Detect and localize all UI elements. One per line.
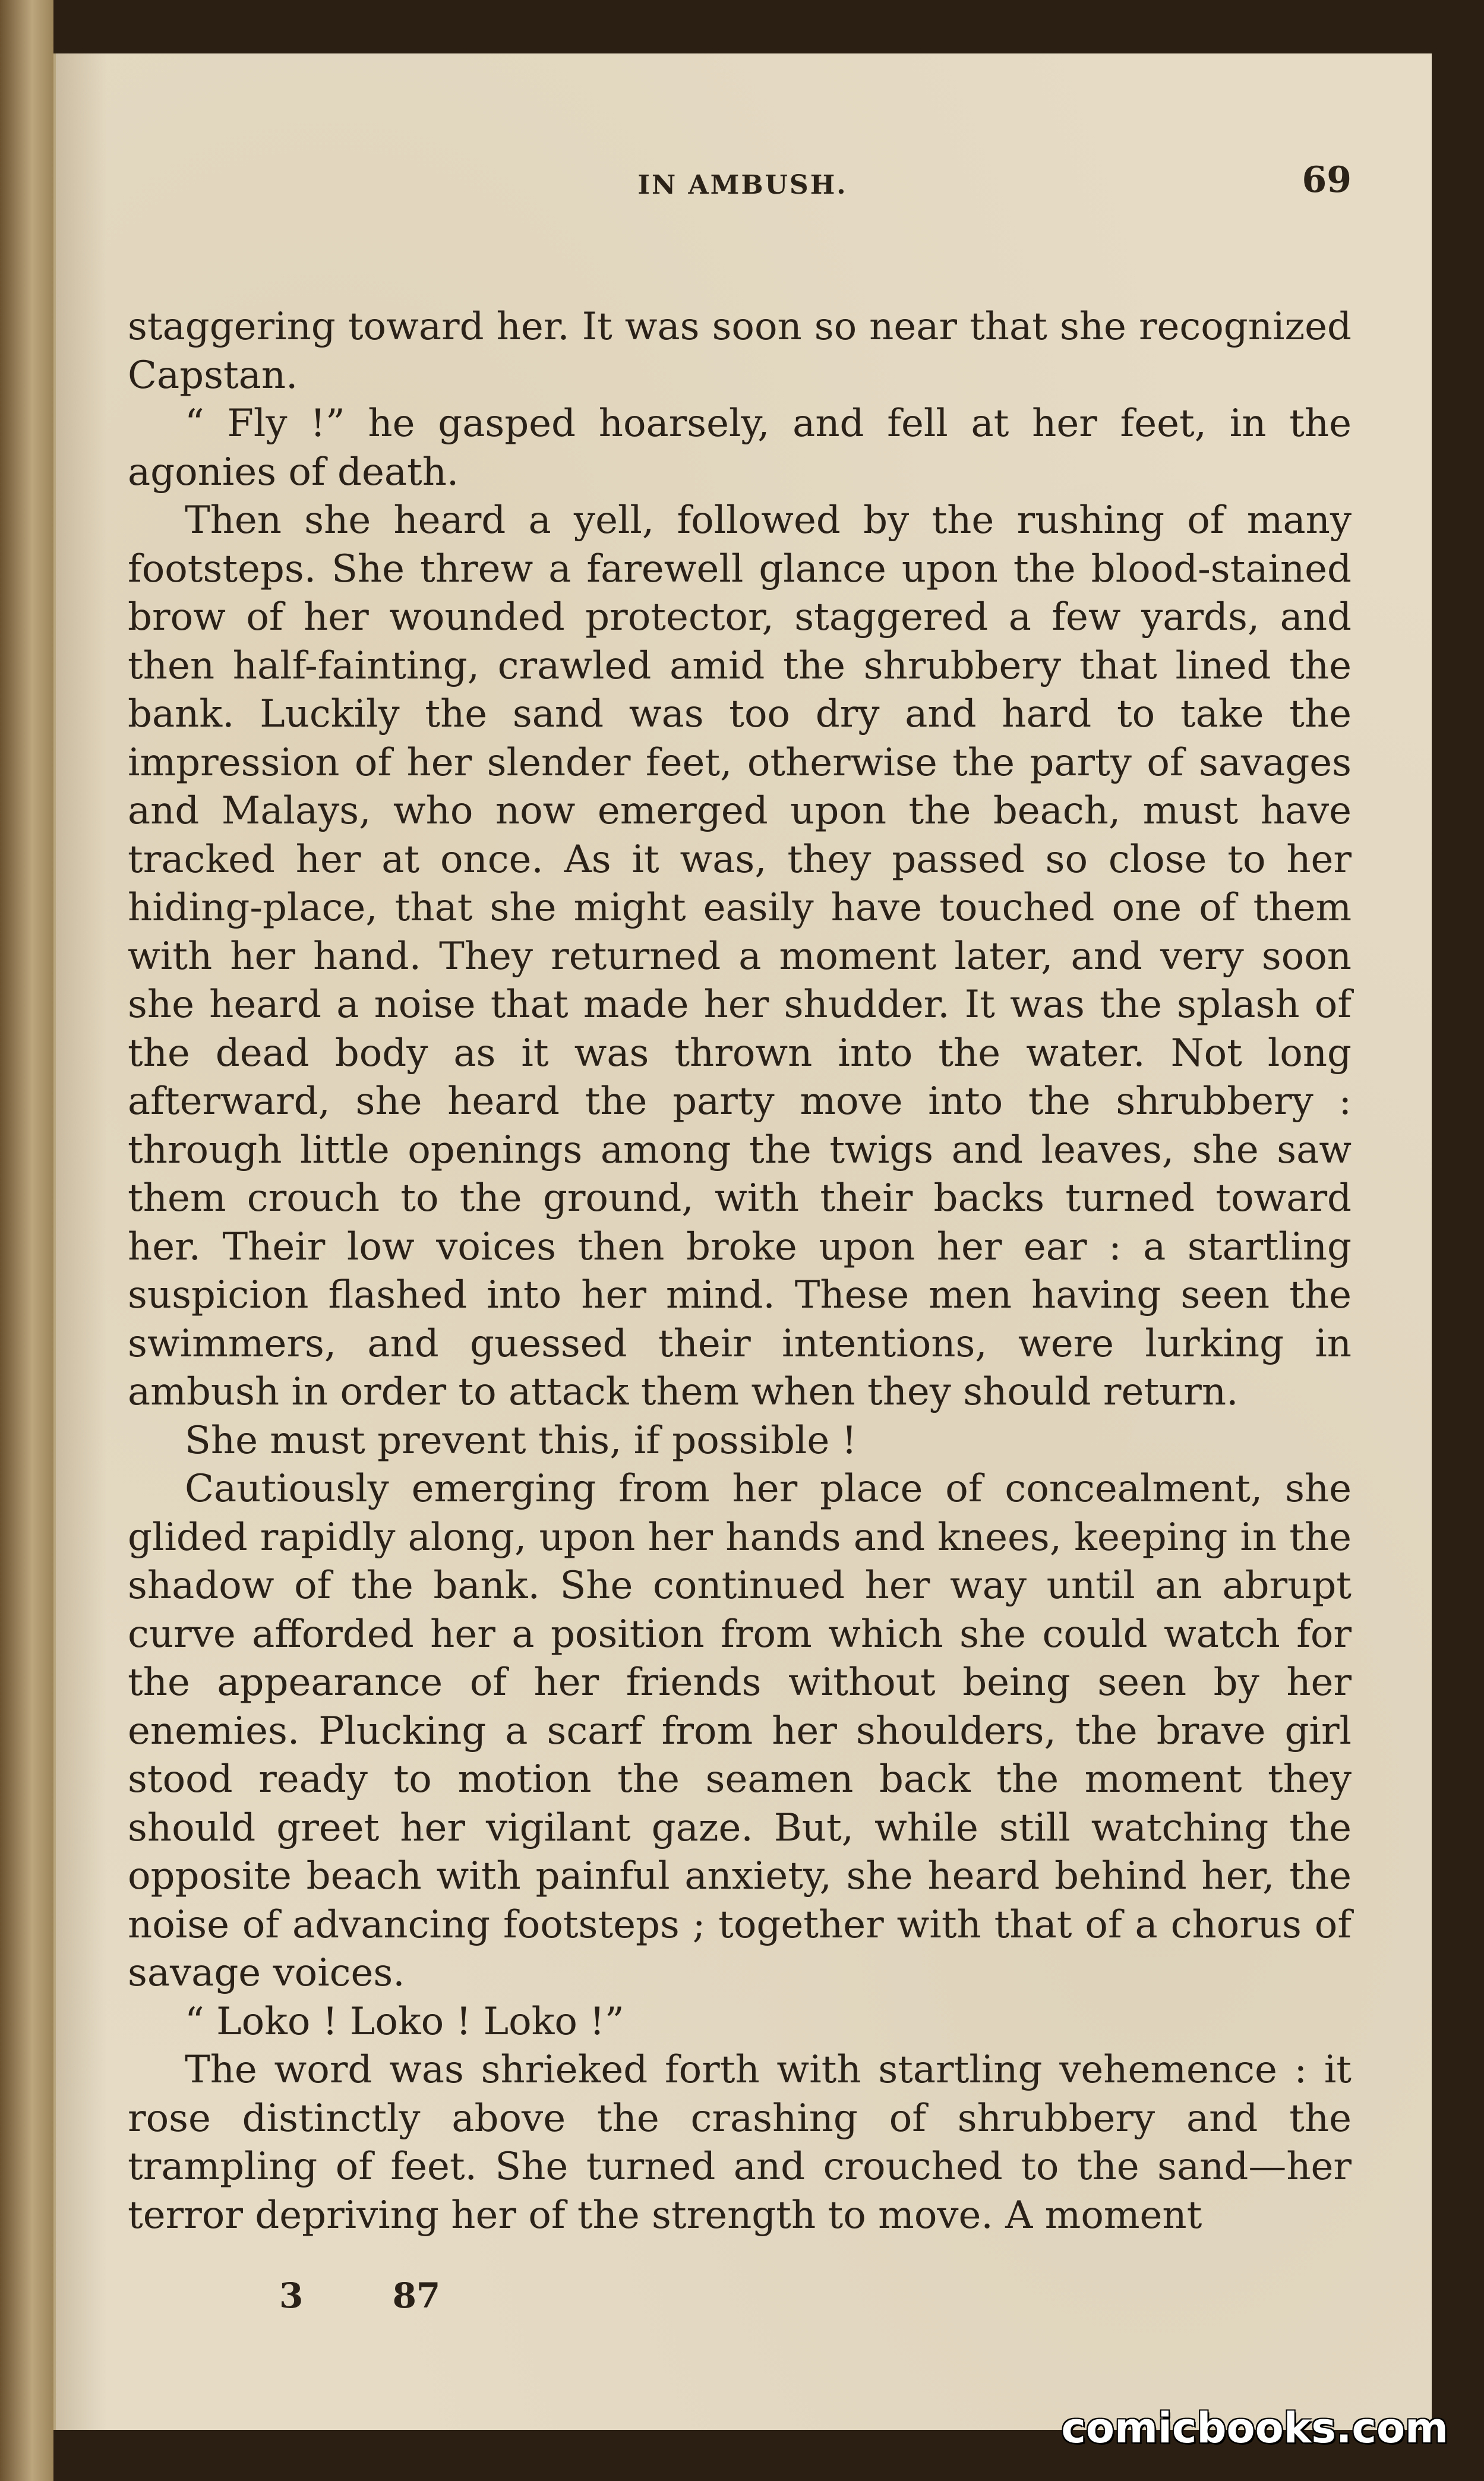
page-number: 69 [1302,159,1352,201]
printer-signature [279,2275,440,2316]
paragraph: “ Loko ! Loko ! Loko !” [185,1999,624,2044]
paragraph: staggering toward her. It was soon so near that she recognized Capstan. [128,305,1352,397]
signature-reference: 87 [392,2275,441,2316]
left-page-edge [0,0,53,2481]
book-page [53,53,1432,2430]
page-header [53,159,1432,213]
paragraph: “ Fly !” he gasped hoarsely, and fell at her feet, in the agonies of death. [128,402,1352,494]
body-text [128,303,1352,2240]
paragraph: The word was shrieked forth with startling vehemence : it rose distinctly above the crashing of shrubbery and the trampling of feet. She turned and crouched to the sand—her terror depriving her of the strength to move. A moment [128,2048,1352,2237]
paragraph: Cautiously emerging from her place of concealment, she glided rapidly along, upon her hands and knees, keeping in the shadow of the bank. She continued her way until an abrupt curve afforded her a position from which she could watch for the appearance of her friends without being seen by her enemies. Plucking a scarf from her shoulders, the brave girl stood ready to motion the seamen back the moment they should greet her vigilant gaze. But, while still watching the opposite beach with painful anxiety, she heard behind her, the noise of advancing footsteps ; together with that of a chorus of savage voices. [128,1467,1352,1995]
paragraph: Then she heard a yell, followed by the rushing of many footsteps. She threw a farewell glance upon the blood-stained brow of her wounded protector, staggered a few yards, and then half-fainting, crawled amid the shrubbery that lined the bank. Luckily the sand was too dry and hard to take the impression of her slender feet, otherwise the party of savages and Malays, who now emerged upon the beach, must have tracked her at once. As it was, they passed so close to her hiding-place, that she might easily have touched one of them with her hand. They returned a moment later, and very soon she heard a noise that made her shudder. It was the splash of the dead body as it was thrown into the water. Not long afterward, she heard the party move into the shrubbery : through little openings among the twigs and leaves, she saw them crouch to the ground, with their backs turned toward her. Their low voices then broke upon her ear : a startling suspicion flashed into her mind. These men having seen the swimmers, and guessed their intentions, were lurking in ambush in order to attack them when they should return. [128,498,1352,1414]
running-title: IN AMBUSH. [637,170,848,200]
watermark: comicbooks.com [1061,2404,1448,2452]
paragraph: She must prevent this, if possible ! [185,1418,857,1463]
signature-number: 3 [279,2275,304,2316]
